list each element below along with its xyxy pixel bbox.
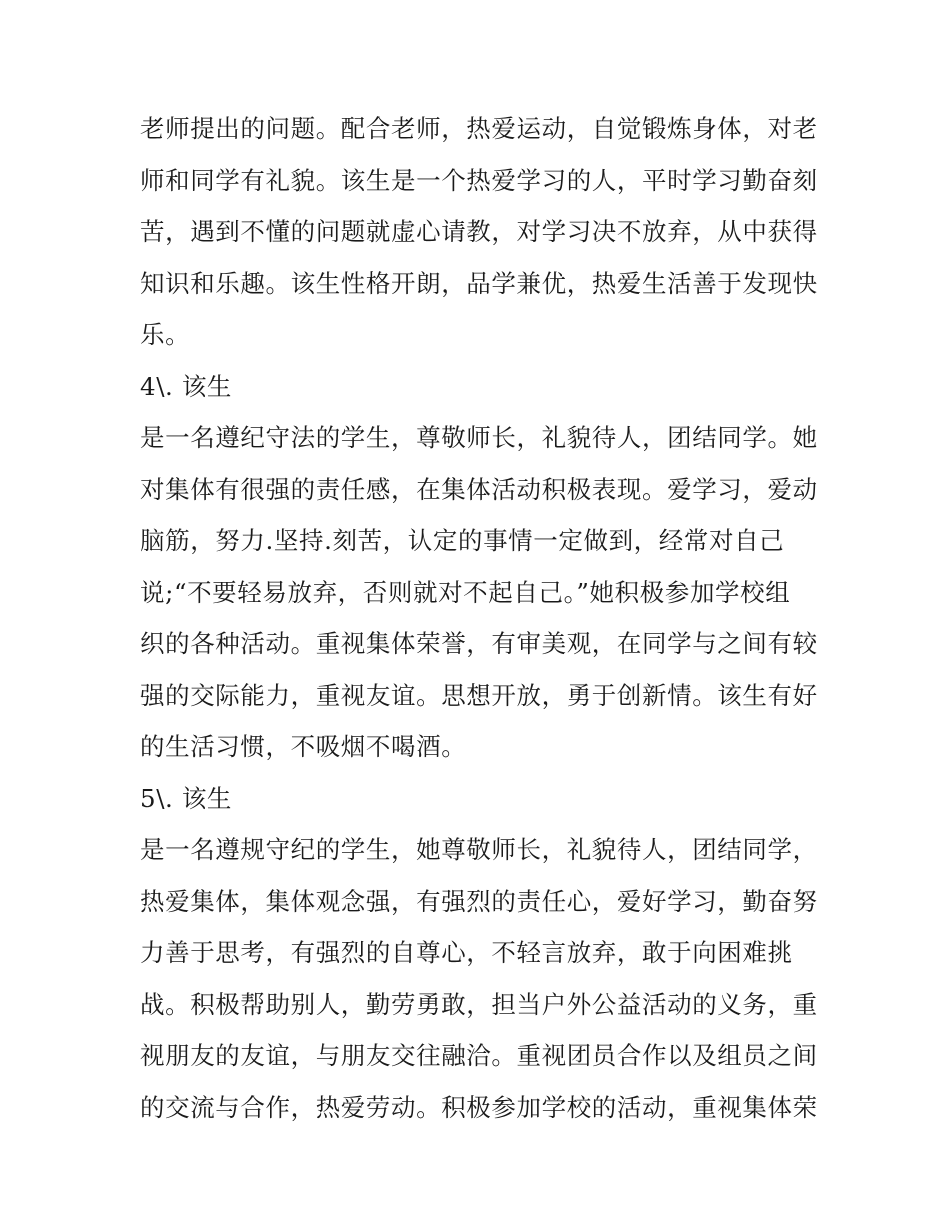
text-line: 对集体有很强的责任感，在集体活动积极表现。爱学习，爱动 — [140, 474, 818, 504]
section-heading-5: 5\. 该生 — [140, 783, 233, 813]
text-line: 的交流与合作，热爱劳动。积极参加学校的活动，重视集体荣 — [140, 1092, 818, 1122]
text-line: 乐。 — [140, 320, 191, 349]
text-line: 热爱集体，集体观念强，有强烈的责任心，爱好学习，勤奋努 — [140, 886, 818, 916]
text-line: 力善于思考，有强烈的自尊心，不轻言放弃，敢于向困难挑 — [140, 938, 793, 967]
text-line: 强的交际能力，重视友谊。思想开放，勇于创新情。该生有好 — [140, 680, 818, 710]
text-line: 视朋友的友谊，与朋友交往融洽。重视团员合作以及组员之间 — [140, 1041, 818, 1070]
section-heading-4: 4\. 该生 — [140, 371, 233, 401]
text-line: 说;“不要轻易放弃，否则就对不起自己。”她积极参加学校组 — [140, 577, 791, 607]
text-line: 是一名遵规守纪的学生，她尊敬师长，礼貌待人，团结同学， — [140, 835, 818, 864]
text-line: 知识和乐趣。该生性格开朗，品学兼优，热爱生活善于发现快 — [140, 268, 818, 298]
text-line: 是一名遵纪守法的学生，尊敬师长，礼貌待人，团结同学。她 — [140, 423, 818, 452]
text-line: 师和同学有礼貌。该生是一个热爱学习的人，平时学习勤奋刻 — [140, 165, 818, 195]
text-line: 的生活习惯，不吸烟不喝酒。 — [140, 732, 467, 761]
text-line: 老师提出的问题。配合老师，热爱运动，自觉锻炼身体，对老 — [140, 114, 818, 143]
text-line: 织的各种活动。重视集体荣誉，有审美观，在同学与之间有较 — [140, 629, 818, 658]
body-text — [140, 103, 820, 1133]
text-line: 战。积极帮助别人，勤劳勇敢，担当户外公益活动的义务，重 — [140, 989, 818, 1019]
text-line: 苦，遇到不懂的问题就虚心请教，对学习决不放弃，从中获得 — [140, 217, 818, 246]
text-line: 脑筋，努力.坚持.刻苦，认定的事情一定做到，经常对自己 — [140, 526, 785, 555]
